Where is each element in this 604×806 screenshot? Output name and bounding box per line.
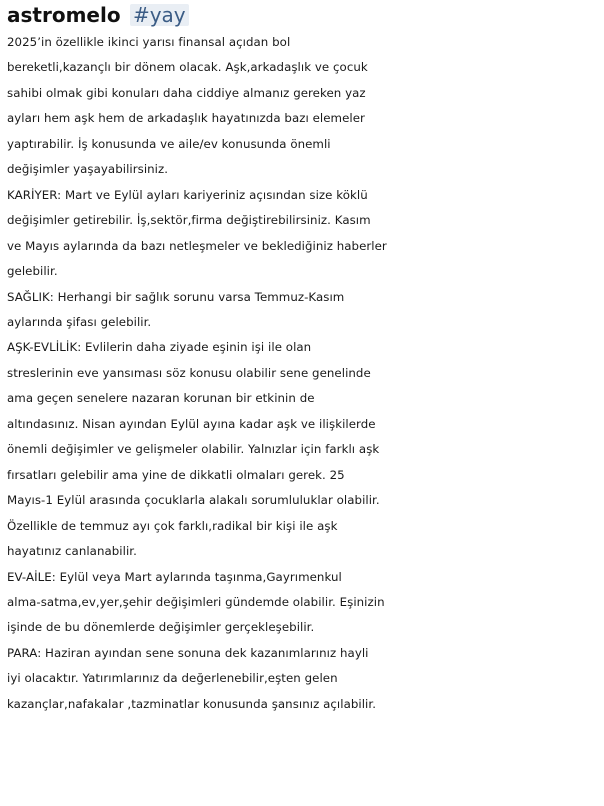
username-link[interactable]: astromelo — [7, 3, 121, 27]
post-body — [7, 30, 598, 717]
post-text-line: KARİYER: Mart ve Eylül ayları kariyeriniz açısından size köklü — [7, 187, 368, 202]
post-text-line: alma-satma,ev,yer,şehir değişimleri gündemde olabilir. Eşinizin — [7, 594, 385, 609]
post-text-line: 2025’in özellikle ikinci yarısı finansal açıdan bol — [7, 35, 291, 49]
post-text-line: aylarında şifası gelebilir. — [7, 314, 152, 329]
post-text-line: değişimler getirebilir. İş,sektör,firma değiştirebilirsiniz. Kasım — [7, 213, 371, 228]
post-text-line: hayatınız canlanabilir. — [7, 544, 137, 559]
post-text-line: önemli değişimler ve gelişmeler olabilir. Yalnızlar için farklı aşk — [7, 442, 380, 457]
post-text-line: SAĞLIK: Herhangi bir sağlık sorunu varsa Temmuz-Kasım — [7, 289, 345, 304]
post-text-line: Özellikle de temmuz ayı çok farklı,radikal bir kişi ile aşk — [7, 518, 338, 533]
post-text-line: Mayıs-1 Eylül arasında çocuklarla alakalı sorumluluklar olabilir. — [7, 493, 380, 508]
post-text-line: streslerinin eve yansıması söz konusu olabilir sene genelinde — [7, 365, 371, 380]
post-text-line: ama geçen senelere nazaran korunan bir etkinin de — [7, 391, 315, 406]
post-text-line: AŞK-EVLİLİK: Evlilerin daha ziyade eşinin işi ile olan — [7, 340, 312, 355]
post-text-line: gelebilir. — [7, 264, 58, 279]
post-text-line: altındasınız. Nisan ayından Eylül ayına kadar aşk ve ilişkilerde — [7, 416, 376, 431]
post-text-line: değişimler yaşayabilirsiniz. — [7, 162, 169, 177]
post-text-line: fırsatları gelebilir ama yine de dikkatli olmaları gerek. 25 — [7, 467, 345, 482]
post-header — [7, 0, 598, 30]
hashtag-link[interactable]: #yay — [130, 4, 189, 26]
post-text-line: ayları hem aşk hem de arkadaşlık hayatınızda bazı elemeler — [7, 111, 365, 126]
post-text-line: iyi olacaktır. Yatırımlarınız da değerlenebilir,eşten gelen — [7, 671, 338, 686]
post-text-line: ve Mayıs aylarında da bazı netleşmeler ve beklediğiniz haberler — [7, 238, 387, 253]
post-text-line: yaptırabilir. İş konusunda ve aile/ev konusunda önemli — [7, 136, 331, 151]
post-text-line: kazançlar,nafakalar ,tazminatlar konusunda şansınız açılabilir. — [7, 696, 377, 711]
post-text-line: sahibi olmak gibi konuları daha ciddiye almanız gereken yaz — [7, 85, 366, 100]
post-text-line: EV-AİLE: Eylül veya Mart aylarında taşınma,Gayrımenkul — [7, 569, 342, 584]
post-text-line: bereketli,kazançlı bir dönem olacak. Aşk,arkadaşlık ve çocuk — [7, 60, 368, 75]
post-text-line: PARA: Haziran ayından sene sonuna dek kazanımlarınız hayli — [7, 645, 369, 660]
post-text-line: işinde de bu dönemlerde değişimler gerçekleşebilir. — [7, 620, 315, 635]
